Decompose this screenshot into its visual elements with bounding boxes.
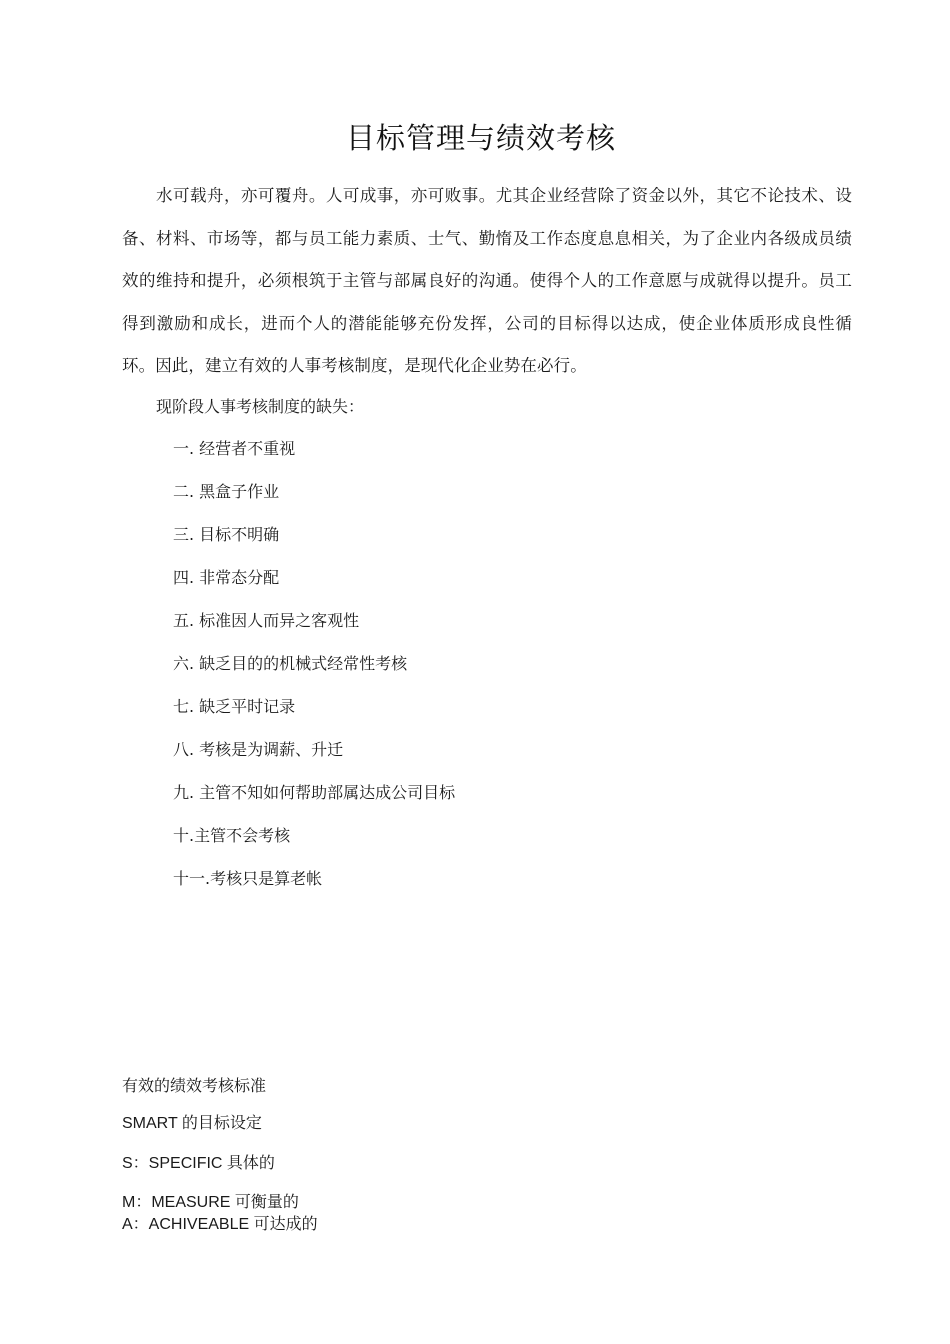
list-item: 五. 标准因人而异之客观性 — [173, 611, 360, 630]
deficiency-list — [173, 438, 455, 911]
smart-s-line: S：SPECIFIC 具体的 — [122, 1155, 275, 1172]
smart-heading: SMART 的目标设定 — [122, 1115, 262, 1132]
intro-paragraph: 水可载舟，亦可覆舟。人可成事，亦可败事。尤其企业经营除了资金以外，其它不论技术、设备、材料、市场等，都与员工能力素质、士气、勤惰及工作态度息息相关，为了企业内各级成员绩效的维持和提升，必须根筑于主管与部属良好的沟通。使得个人的工作意愿与成就得以提升。员工得到激励和成长，进而个人的潜能能够充份发挥，公司的目标得以达成，使企业体质形成良性循环。因此，建立有效的人事考核制度，是现代化企业势在必行。 — [122, 186, 852, 376]
deficiency-intro: 现阶段人事考核制度的缺失： — [156, 397, 365, 416]
document-title: 目标管理与绩效考核 — [345, 121, 616, 155]
list-item: 七. 缺乏平时记录 — [173, 697, 296, 716]
standard-heading: 有效的绩效考核标准 — [122, 1076, 267, 1095]
list-item: 十一.考核只是算老帐 — [173, 869, 323, 888]
list-item: 二. 黑盒子作业 — [173, 482, 280, 501]
smart-a-line: A：ACHIVEABLE 可达成的 — [122, 1216, 318, 1233]
list-item: 十.主管不会考核 — [173, 826, 291, 845]
smart-m-line: M：MEASURE 可衡量的 — [122, 1194, 299, 1211]
list-item: 四. 非常态分配 — [173, 568, 280, 587]
list-item: 六. 缺乏目的的机械式经常性考核 — [173, 654, 408, 673]
list-item: 九. 主管不知如何帮助部属达成公司目标 — [173, 783, 456, 802]
list-item: 八. 考核是为调薪、升迁 — [173, 740, 344, 759]
list-item: 三. 目标不明确 — [173, 525, 280, 544]
list-item: 一. 经营者不重视 — [173, 439, 296, 458]
